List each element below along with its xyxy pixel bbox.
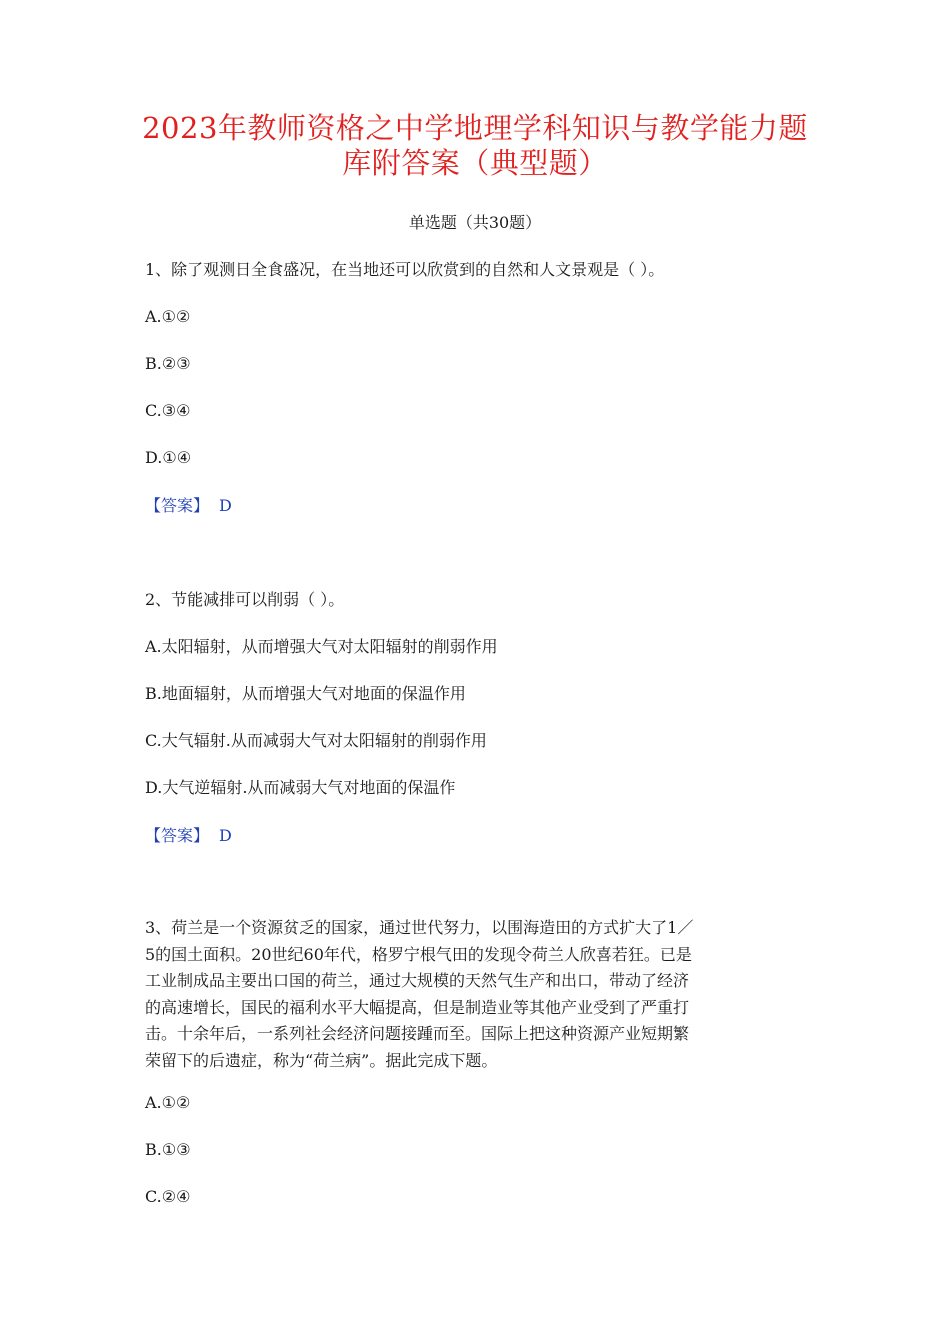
question-3-stem-line: 3、荷兰是一个资源贫乏的国家，通过世代努力，以围海造田的方式扩大了1／ xyxy=(145,918,694,937)
question-1-option-c: C.③④ xyxy=(145,401,191,420)
answer-tag: 【答案】 xyxy=(145,826,210,845)
question-1-option-d: D.①④ xyxy=(145,448,192,467)
question-3-option-c: C.②④ xyxy=(145,1187,191,1206)
section-heading: 单选题（共30题） xyxy=(408,213,542,232)
question-1-answer xyxy=(145,495,232,517)
question-1-option-b: B.②③ xyxy=(145,354,191,373)
question-3-option-b: B.①③ xyxy=(145,1140,191,1159)
answer-value: D xyxy=(219,496,232,515)
question-3-stem-line: 5的国土面积。20世纪60年代，格罗宁根气田的发现令荷兰人欣喜若狂。已是 xyxy=(145,944,692,964)
question-3-stem xyxy=(145,915,810,1074)
question-2-stem: 2、节能减排可以削弱（ ）。 xyxy=(145,590,345,609)
question-2-option-d: D.大气逆辐射.从而减弱大气对地面的保温作 xyxy=(145,778,456,797)
document-title-line-2: 库附答案（典型题） xyxy=(342,146,608,180)
question-3-option-a: A.①② xyxy=(145,1093,191,1112)
document-title-line-1: 2023年教师资格之中学地理学科知识与教学能力题 xyxy=(142,111,808,145)
question-2-option-c: C.大气辐射.从而减弱大气对太阳辐射的削弱作用 xyxy=(145,731,487,750)
question-3-stem-line: 工业制成品主要出口国的荷兰，通过大规模的天然气生产和出口，带动了经济 xyxy=(145,971,690,990)
question-3-stem-line: 荣留下的后遗症，称为“荷兰病”。据此完成下题。 xyxy=(145,1050,498,1070)
answer-value: D xyxy=(219,826,232,845)
question-2-option-a: A.太阳辐射，从而增强大气对太阳辐射的削弱作用 xyxy=(145,637,498,656)
question-3-stem-line: 的高速增长，国民的福利水平大幅提高，但是制造业等其他产业受到了严重打 xyxy=(145,997,690,1017)
question-1-option-a: A.①② xyxy=(145,307,191,326)
question-2-answer xyxy=(145,825,232,847)
question-1-stem: 1、除了观测日全食盛况，在当地还可以欣赏到的自然和人文景观是（ ）。 xyxy=(145,260,665,279)
answer-tag: 【答案】 xyxy=(145,496,210,515)
question-3-stem-line: 击。十余年后，一系列社会经济问题接踵而至。国际上把这种资源产业短期繁 xyxy=(145,1024,690,1043)
question-2-option-b: B.地面辐射，从而增强大气对地面的保温作用 xyxy=(145,684,466,703)
